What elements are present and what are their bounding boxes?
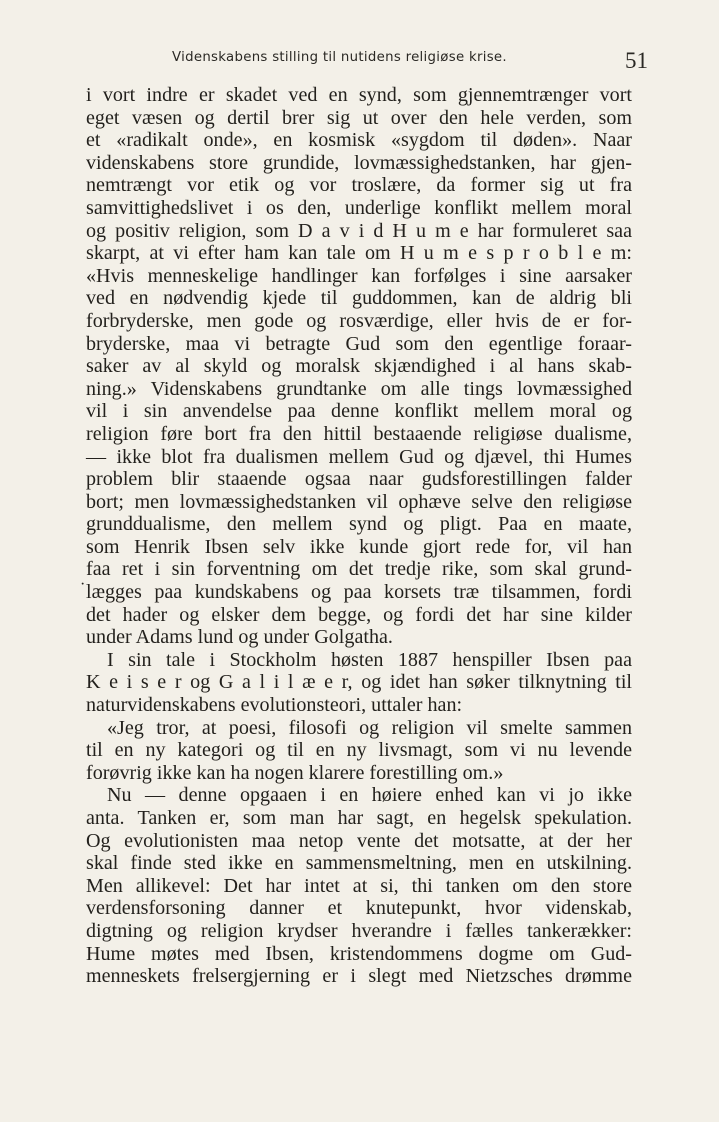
text-line: Hume møtes med Ibsen, kristendommens dogme om Gud-: [86, 942, 632, 965]
running-header: [172, 48, 648, 76]
text-line: grunddualisme, den mellem synd og pligt. Paa en maate,: [86, 513, 632, 536]
text-line: eget væsen og dertil brer sig ut over den hele verden, som: [86, 106, 632, 129]
text-line: nemtrængt vor etik og vor troslære, da former sig ut fra: [86, 174, 632, 197]
text-line: Men allikevel: Det har intet at si, thi tanken om den store: [86, 874, 632, 897]
text-line: i vort indre er skadet ved en synd, som gjennemtrænger vort: [86, 84, 632, 106]
text-line: digtning og religion krydser hverandre i fælles tankerækker:: [86, 919, 632, 942]
paragraph-start-line: Nu — denne opgaaen i en høiere enhed kan vi jo ikke: [107, 784, 632, 807]
text-line: som Henrik Ibsen selv ikke kunde gjort rede for, vil han: [86, 535, 632, 558]
text-line: ning.» Videnskabens grundtanke om alle tings lovmæssighed: [86, 377, 632, 400]
quote-end-line: forøvrig ikke kan ha nogen klarere forestilling om.»: [86, 761, 504, 784]
paragraph-end-line: under Adams lund og under Golgatha.: [86, 626, 393, 649]
body-text: [86, 84, 632, 988]
text-line: «Hvis menneskelige handlinger kan forfølges i sine aarsaker: [86, 264, 632, 287]
page-number: 51: [625, 48, 648, 73]
text-line: faa ret i sin forventning om det tredje rike, som skal grund-: [86, 558, 632, 581]
running-title: Videnskabens stilling til nutidens religiøse krise.: [172, 50, 507, 65]
text-line: religion føre bort fra den hittil bestaaende religiøse dualisme,: [86, 422, 632, 445]
text-line: bryderske, maa vi betragte Gud som den egentlige foraar-: [86, 332, 632, 355]
text-line: skal finde sted ikke en sammensmeltning, men en utskilning.: [86, 852, 632, 875]
paragraph-start-line: I sin tale i Stockholm høsten 1887 henspiller Ibsen paa: [107, 648, 632, 671]
quote-line: til en ny kategori og til en ny livsmagt, som vi nu levende: [86, 739, 632, 762]
text-line: K e i s e r og G a l i l æ e r, og idet han søker tilknytning til: [86, 671, 632, 694]
text-line: ved en nødvendig kjede til guddommen, kan de aldrig bli: [86, 287, 632, 310]
text-line: Og evolutionisten maa netop vente det motsatte, at der her: [86, 829, 632, 852]
text-line: samvittighedslivet i os den, underlige konflikt mellem moral: [86, 196, 632, 219]
text-line: saker av al skyld og moralsk skjændighed i al hans skab-: [86, 355, 632, 378]
text-line: verdensforsoning danner et knutepunkt, hvor videnskab,: [86, 897, 632, 920]
text-line: og positiv religion, som D a v i d H u m e har formuleret saa: [86, 219, 632, 242]
text-line: skarpt, at vi efter ham kan tale om H u m e s p r o b l e m:: [86, 242, 632, 265]
text-line: videnskabens store grundide, lovmæssighedstanken, har gjen-: [86, 151, 632, 174]
text-line: lægges paa kundskabens og paa korsets træ tilsammen, fordi: [86, 581, 632, 604]
text-line: et «radikalt onde», en kosmisk «sygdom til døden». Naar: [86, 129, 632, 152]
text-line: — ikke blot fra dualismen mellem Gud og djævel, thi Humes: [86, 445, 632, 468]
text-line: problem blir staaende ogsaa naar gudsforestillingen falder: [86, 468, 632, 491]
text-line: forbryderske, men gode og rosværdige, eller hvis de er for-: [86, 309, 632, 332]
text-line: vil i sin anvendelse paa denne konflikt mellem moral og: [86, 400, 632, 423]
text-line: anta. Tanken er, som man har sagt, en hegelsk spekulation.: [86, 807, 632, 829]
quote-start-line: «Jeg tror, at poesi, filosofi og religion vil smelte sammen: [107, 716, 632, 739]
paragraph-end-line: naturvidenskabens evolutionsteori, uttaler han:: [86, 694, 463, 717]
margin-mark: ·: [80, 576, 86, 593]
text-line: bort; men lovmæssighedstanken vil ophæve selve den religiøse: [86, 490, 632, 513]
text-line: menneskets frelsergjerning er i slegt med Nietzsches drømme: [86, 965, 632, 988]
text-line: det hader og elsker dem begge, og fordi det har sine kilder: [86, 603, 632, 626]
